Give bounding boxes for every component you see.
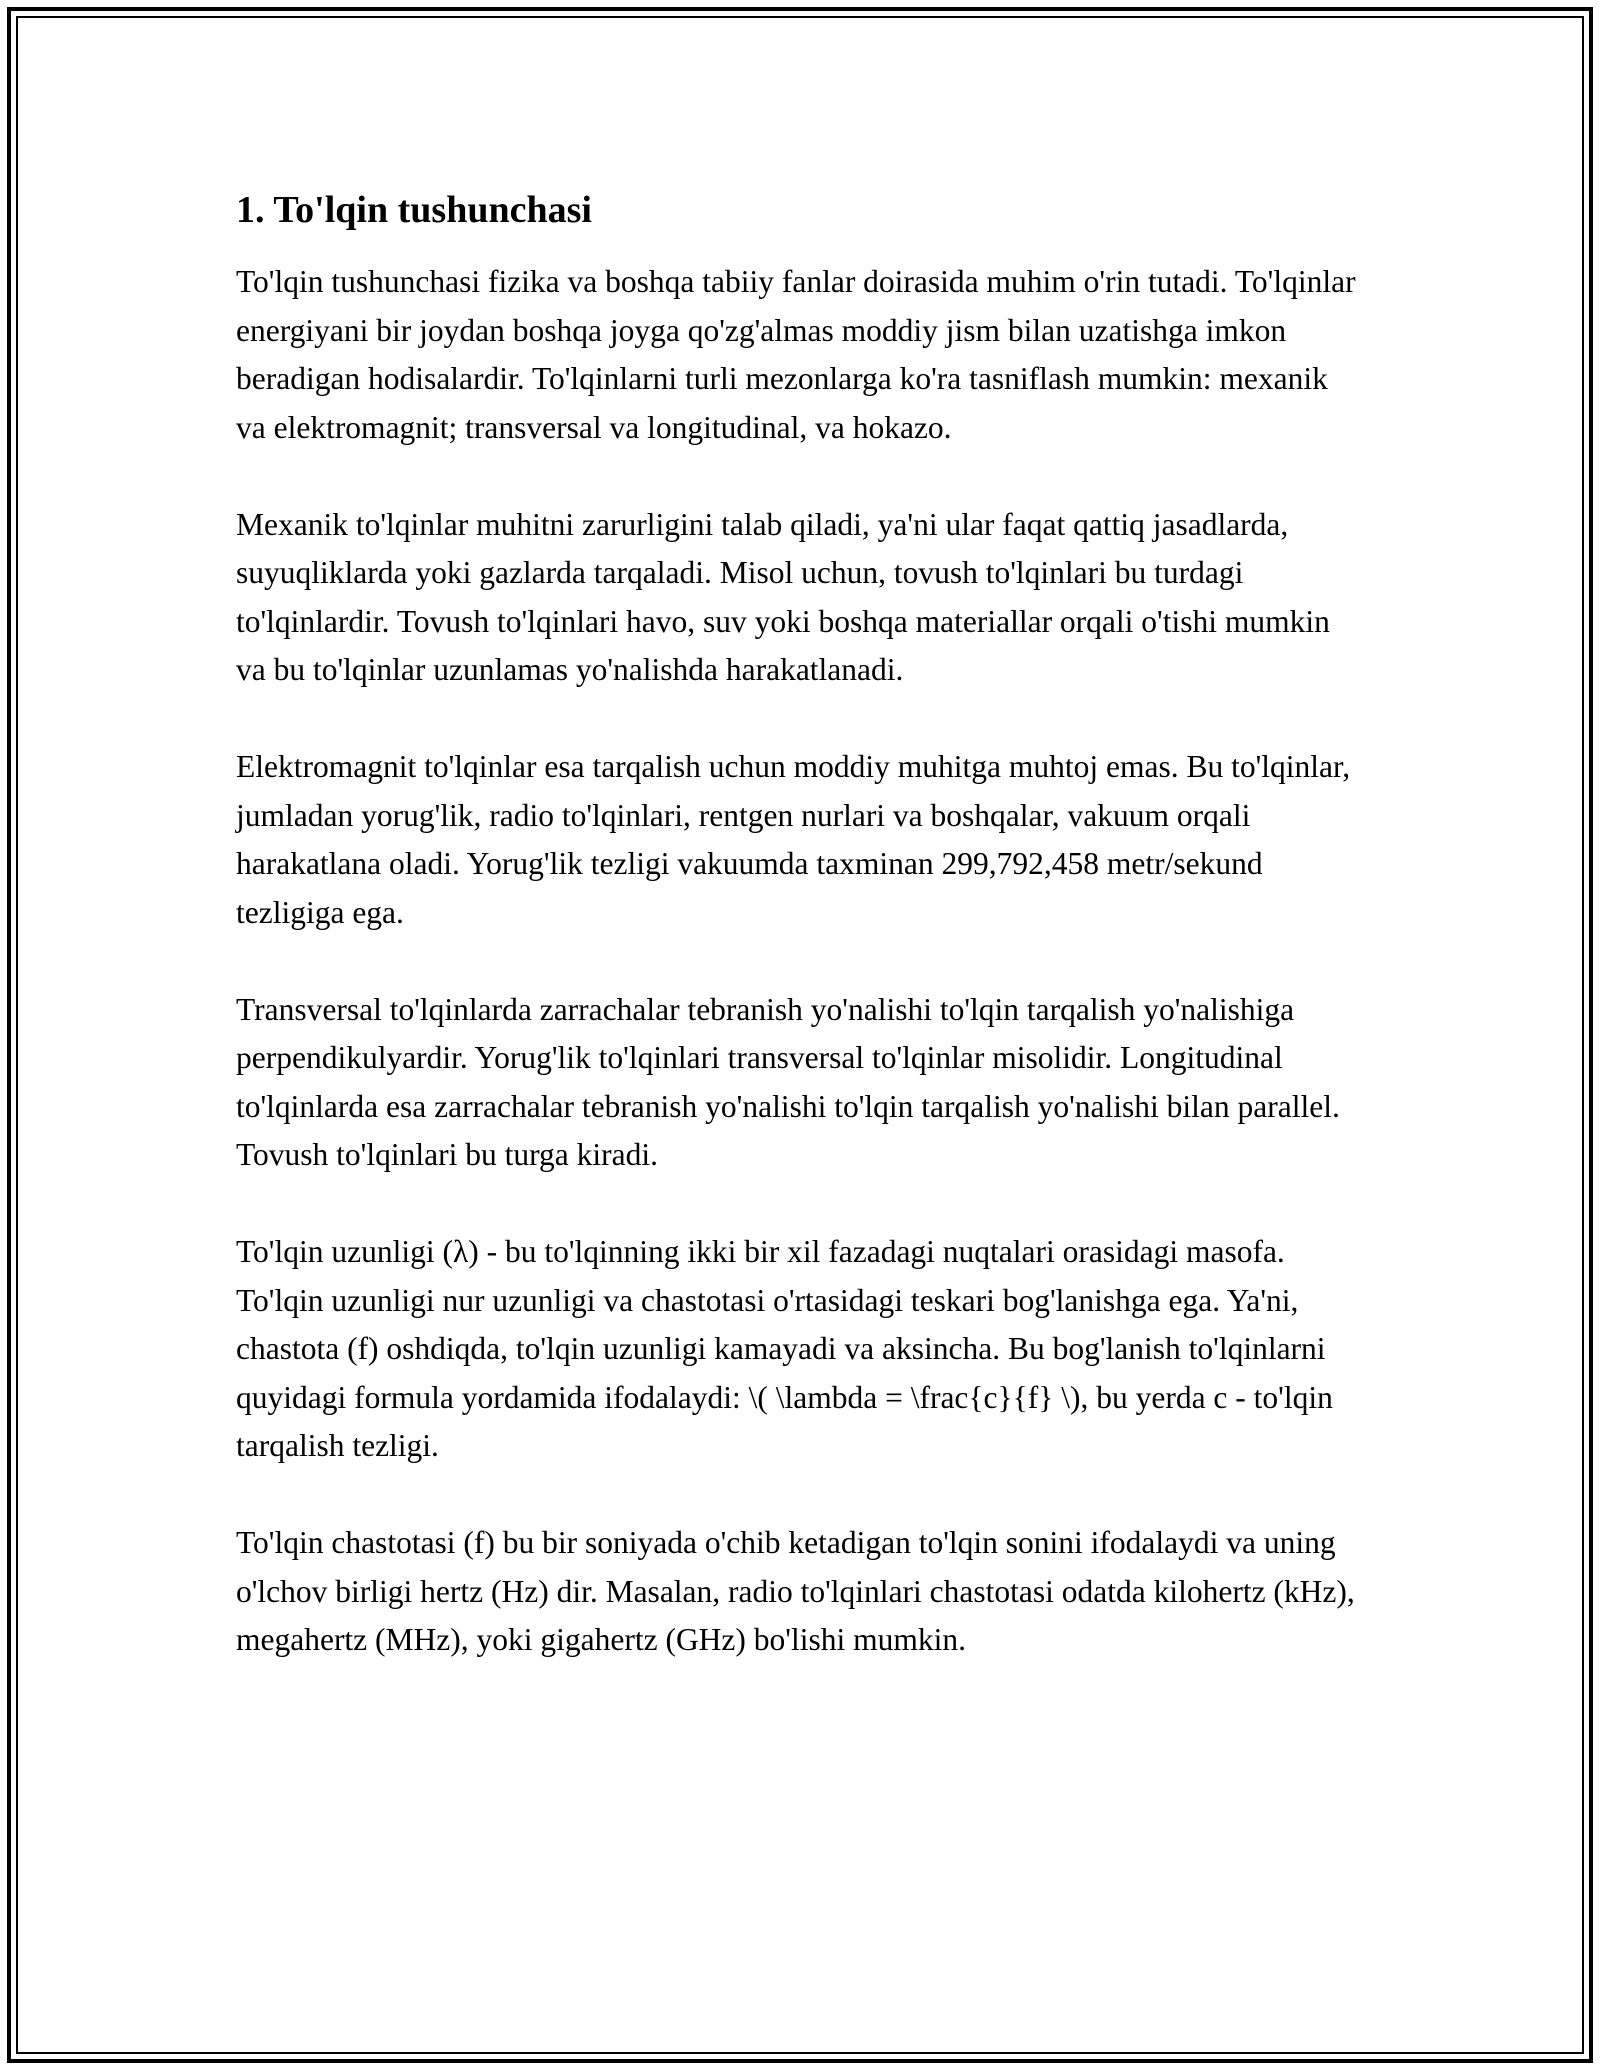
paragraph-wave-concept: To'lqin tushunchasi fizika va boshqa tabiiy fanlar doirasida muhim o'rin tutadi. To'lqinlar energiyani bir joydan boshqa joyga qo'zg'almas moddiy jism bilan uzatishga imkon beradigan hodisalardir. To'lqinlarni turli mezonlarga ko'ra tasniflash mumkin: mexanik va elektromagnit; transversal va longitudinal, va hokazo. — [236, 264, 1356, 445]
section-heading: 1. To'lqin tushunchasi — [236, 189, 592, 231]
document-body — [236, 186, 1356, 1713]
paragraph-electromagnetic-waves: Elektromagnit to'lqinlar esa tarqalish uchun moddiy muhitga muhtoj emas. Bu to'lqinlar, jumladan yorug'lik, radio to'lqinlari, rentgen nurlari va boshqalar, vakuum orqali harakatlana oladi. Yorug'lik tezligi vakuumda taxminan 299,792,458 metr/sekund tezligiga ega. — [236, 749, 1351, 930]
paragraph-transverse-longitudinal: Transversal to'lqinlarda zarrachalar tebranish yo'nalishi to'lqin tarqalish yo'nalishiga perpendikulyardir. Yorug'lik to'lqinlari transversal to'lqinlar misolidir. Longitudinal to'lqinlarda esa zarrachalar tebranish yo'nalishi to'lqin tarqalish yo'nalishi bilan parallel. Tovush to'lqinlari bu turga kiradi. — [236, 991, 1340, 1172]
paragraph-wavelength: To'lqin uzunligi (λ) - bu to'lqinning ikki bir xil fazadagi nuqtalari orasidagi masofa. To'lqin uzunligi nur uzunligi va chastotasi o'rtasidagi teskari bog'lanishga ega. Ya'ni, chastota (f) oshdiqda, to'lqin uzunligi kamayadi va aksincha. Bu bog'lanish to'lqinlarni quyidagi formula yordamida ifodalaydi: \( \lambda = \frac{c}{f} \), bu yerda c - to'lqin tarqalish tezligi. — [236, 1234, 1333, 1463]
paragraph-frequency: To'lqin chastotasi (f) bu bir soniyada o'chib ketadigan to'lqin sonini ifodalaydi va uning o'lchov birligi hertz (Hz) dir. Masalan, radio to'lqinlari chastotasi odatda kilohertz (kHz), megahertz (MHz), yoki gigahertz (GHz) bo'lishi mumkin. — [236, 1525, 1355, 1657]
paragraph-mechanical-waves: Mexanik to'lqinlar muhitni zarurligini talab qiladi, ya'ni ular faqat qattiq jasadlarda, suyuqliklarda yoki gazlarda tarqaladi. Misol uchun, tovush to'lqinlari bu turdagi to'lqinlardir. Tovush to'lqinlari havo, suv yoki boshqa materiallar orqali o'tishi mumkin va bu to'lqinlar uzunlamas yo'nalishda harakatlanadi. — [236, 506, 1330, 687]
